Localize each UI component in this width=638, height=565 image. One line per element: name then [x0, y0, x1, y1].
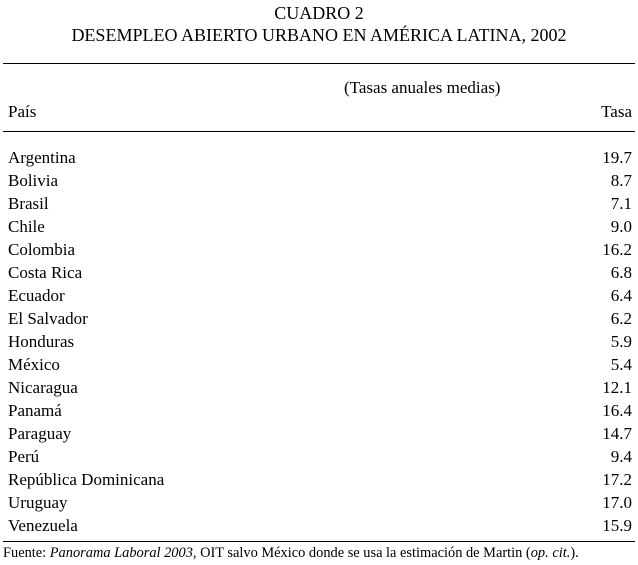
table-body	[0, 146, 638, 537]
rate-cell: 17.0	[602, 493, 632, 512]
table-row	[0, 376, 638, 399]
table-row	[0, 215, 638, 238]
rate-cell: 15.9	[602, 516, 632, 535]
table-row	[0, 284, 638, 307]
table-row	[0, 468, 638, 491]
country-cell: Uruguay	[8, 493, 68, 512]
rate-cell: 6.8	[610, 263, 632, 282]
table-row	[0, 422, 638, 445]
country-cell: Chile	[8, 217, 45, 236]
source-note	[3, 543, 579, 563]
table-row	[0, 307, 638, 330]
country-cell: Colombia	[8, 240, 76, 259]
table-row	[0, 238, 638, 261]
source-publication: Panorama Laboral 2003	[49, 545, 193, 561]
top-rule	[3, 63, 635, 64]
source-prefix: Fuente:	[3, 545, 50, 561]
table-subtitle: (Tasas anuales medias)	[344, 78, 501, 97]
country-cell: El Salvador	[8, 309, 88, 328]
rate-cell: 8.7	[610, 171, 632, 190]
rate-cell: 6.2	[610, 309, 632, 328]
table-number: CUADRO 2	[274, 3, 364, 23]
header-rule	[3, 131, 635, 132]
table-row	[0, 353, 638, 376]
country-cell: Paraguay	[8, 424, 72, 443]
rate-cell: 5.4	[610, 355, 632, 374]
source-suffix: ).	[570, 545, 579, 561]
table-row	[0, 330, 638, 353]
table-row	[0, 514, 638, 537]
rate-cell: 7.1	[610, 194, 632, 213]
country-cell: República Dominicana	[8, 470, 165, 489]
rate-cell: 16.4	[602, 401, 632, 420]
rate-cell: 6.4	[610, 286, 632, 305]
table-row	[0, 261, 638, 284]
country-cell: México	[8, 355, 60, 374]
table-title: DESEMPLEO ABIERTO URBANO EN AMÉRICA LATINA, 2002	[71, 25, 567, 45]
source-citation: op. cit.	[530, 545, 571, 561]
country-cell: Ecuador	[8, 286, 65, 305]
country-cell: Honduras	[8, 332, 75, 351]
table-row	[0, 399, 638, 422]
rate-cell: 17.2	[602, 470, 632, 489]
table-row	[0, 491, 638, 514]
rate-cell: 9.0	[610, 217, 632, 236]
country-cell: Bolivia	[8, 171, 59, 190]
table-row	[0, 445, 638, 468]
column-header-country: País	[8, 102, 37, 121]
rate-cell: 14.7	[602, 424, 632, 443]
table-row	[0, 192, 638, 215]
source-middle: , OIT salvo México donde se usa la estimación de Martin (	[192, 545, 531, 561]
country-cell: Perú	[8, 447, 40, 466]
country-cell: Brasil	[8, 194, 49, 213]
rate-cell: 5.9	[610, 332, 632, 351]
country-cell: Panamá	[8, 401, 62, 420]
country-cell: Argentina	[8, 148, 76, 167]
column-header-rate: Tasa	[601, 102, 632, 121]
bottom-rule	[3, 541, 635, 542]
table-row	[0, 169, 638, 192]
rate-cell: 9.4	[610, 447, 632, 466]
country-cell: Nicaragua	[8, 378, 78, 397]
rate-cell: 19.7	[602, 148, 632, 167]
rate-cell: 12.1	[602, 378, 632, 397]
table-row	[0, 146, 638, 169]
rate-cell: 16.2	[602, 240, 632, 259]
country-cell: Venezuela	[8, 516, 78, 535]
country-cell: Costa Rica	[8, 263, 83, 282]
